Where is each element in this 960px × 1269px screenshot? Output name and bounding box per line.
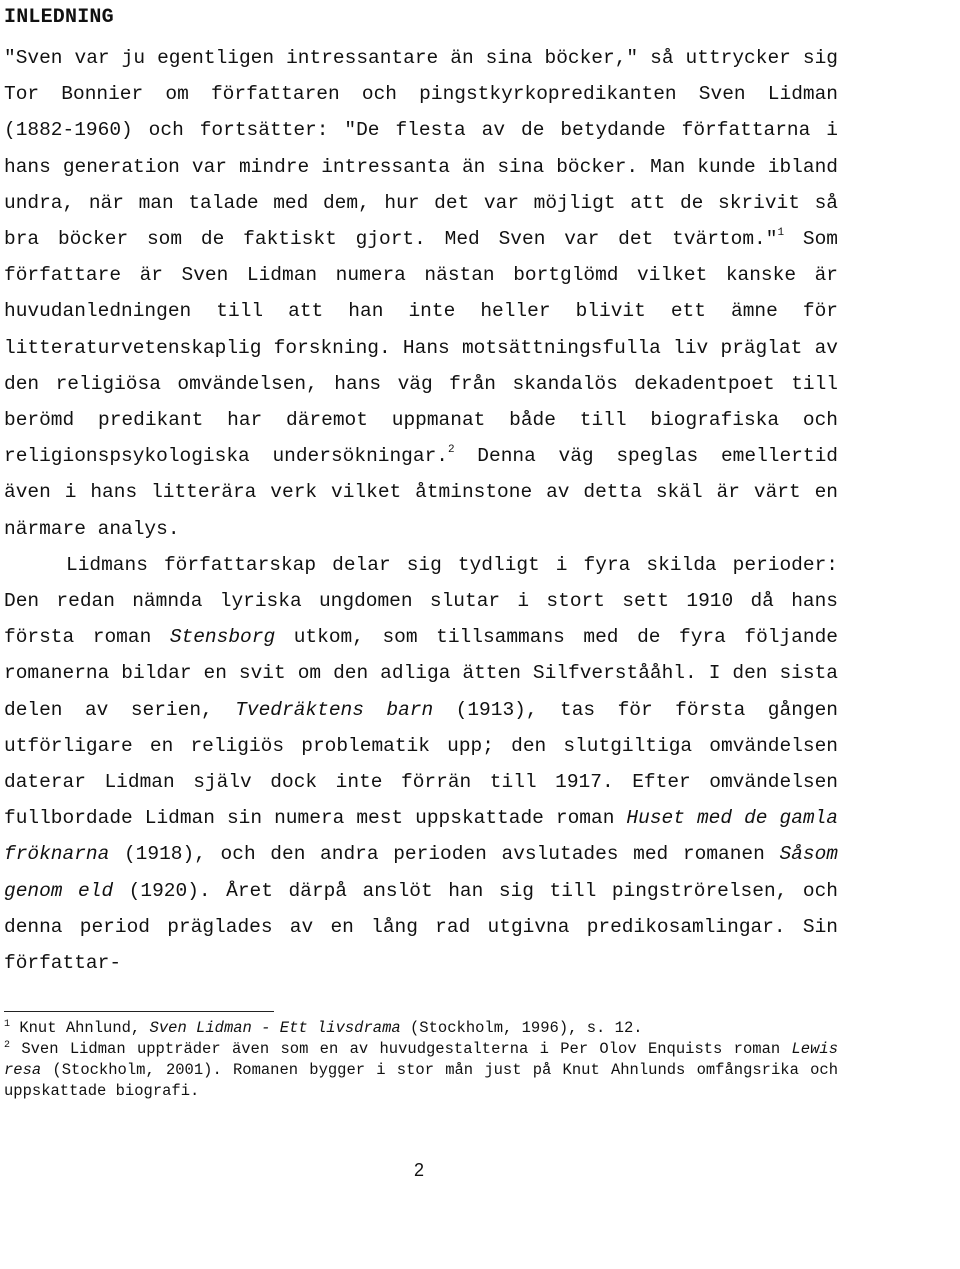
footnote-2-title: Lewis resa bbox=[4, 1040, 838, 1080]
paragraph-2-text-b: utkom, som tillsammans med de fyra följande romanerna bildar en svit om den adliga ätten Silfverstååhl. I den sista delen av serien, bbox=[4, 626, 838, 721]
footnote-1-number: 1 bbox=[4, 1019, 11, 1031]
page-number: 2 bbox=[413, 1160, 424, 1180]
paragraph-1-text-a: "Sven var ju egentligen intressantare än sina böcker," så uttrycker sig Tor Bonnier om författaren och pingstkyrkopredikanten Sven Lidman (1882-1960) och fortsätter: "De flesta av de betydande författarna i hans generation var mindre intressanta än sina böcker. Man kunde ibland undra, när man talade med dem, hur det var möjligt att de skrivit så bra böcker som de faktiskt gjort. Med Sven var det tvärtom." bbox=[4, 47, 838, 251]
footnote-ref-1[interactable]: 1 bbox=[777, 227, 785, 240]
paragraph-2-text-c: (1913), tas för första gången utförligare en religiös problematik upp; den slutgiltiga omvändelsen daterar Lidman själv dock inte förrän till 1917. Efter omvändelsen fullbordade Lidman sin numera mest uppskattade roman bbox=[4, 698, 839, 830]
footnote-1-title: Sven Lidman - Ett livsdrama bbox=[149, 1019, 401, 1038]
paragraph-2-text-a: Lidmans författarskap delar sig tydligt i fyra skilda perioder: Den redan nämnda lyriska ungdomen slutar i stort sett 1910 då hans första roman bbox=[4, 553, 838, 649]
document-page bbox=[4, 0, 838, 1102]
title-huset: Huset med de gamla fröknarna bbox=[4, 807, 839, 866]
title-sasom-genom-eld: Såsom genom eld bbox=[4, 843, 838, 902]
footnote-1 bbox=[4, 1018, 838, 1039]
footnote-2-text-b: (Stockholm, 2001). Romanen bygger i stor mån just på Knut Ahnlunds omfångsrika och uppskattade biografi. bbox=[4, 1061, 838, 1101]
paragraph-1-text-c: Denna väg speglas emellertid även i hans litterära verk vilket åtminstone av detta skäl är värt en närmare analys. bbox=[4, 445, 838, 540]
footnote-2-text-a: Sven Lidman uppträder även som en av huvudgestalterna i Per Olov Enquists roman bbox=[10, 1040, 792, 1059]
paragraph-2-text-d: (1918), och den andra perioden avslutades med romanen bbox=[109, 843, 780, 866]
footnote-1-text-b: (Stockholm, 1996), s. 12. bbox=[400, 1019, 643, 1038]
section-heading: INLEDNING bbox=[4, 6, 114, 29]
footnote-2-number: 2 bbox=[4, 1040, 11, 1052]
paragraph-1 bbox=[4, 40, 838, 547]
title-stensborg: Stensborg bbox=[169, 626, 276, 649]
paragraph-2-text-e: (1920). Året därpå anslöt han sig till pingströrelsen, och denna period präglades av en lång rad utgivna predikosamlingar. Sin författar- bbox=[4, 879, 838, 975]
paragraph-2 bbox=[4, 547, 838, 981]
footnote-2 bbox=[4, 1039, 838, 1102]
title-tvedraktens-barn: Tvedräktens barn bbox=[235, 698, 434, 721]
footnote-separator bbox=[4, 1011, 274, 1012]
footnote-1-text-a: Knut Ahnlund, bbox=[10, 1019, 150, 1038]
paragraph-1-text-b: Som författare är Sven Lidman numera nästan bortglömd vilket kanske är huvudanledningen till att han inte heller blivit ett ämne för litteraturvetenskaplig forskning. Hans motsättningsfulla liv präglat av den religiösa omvändelsen, hans väg från skandalös dekadentpoet till berömd predikant har däremot uppmanat både till biografiska och religionspsykologiska undersökningar. bbox=[4, 228, 838, 468]
footnote-ref-2[interactable]: 2 bbox=[447, 444, 455, 457]
